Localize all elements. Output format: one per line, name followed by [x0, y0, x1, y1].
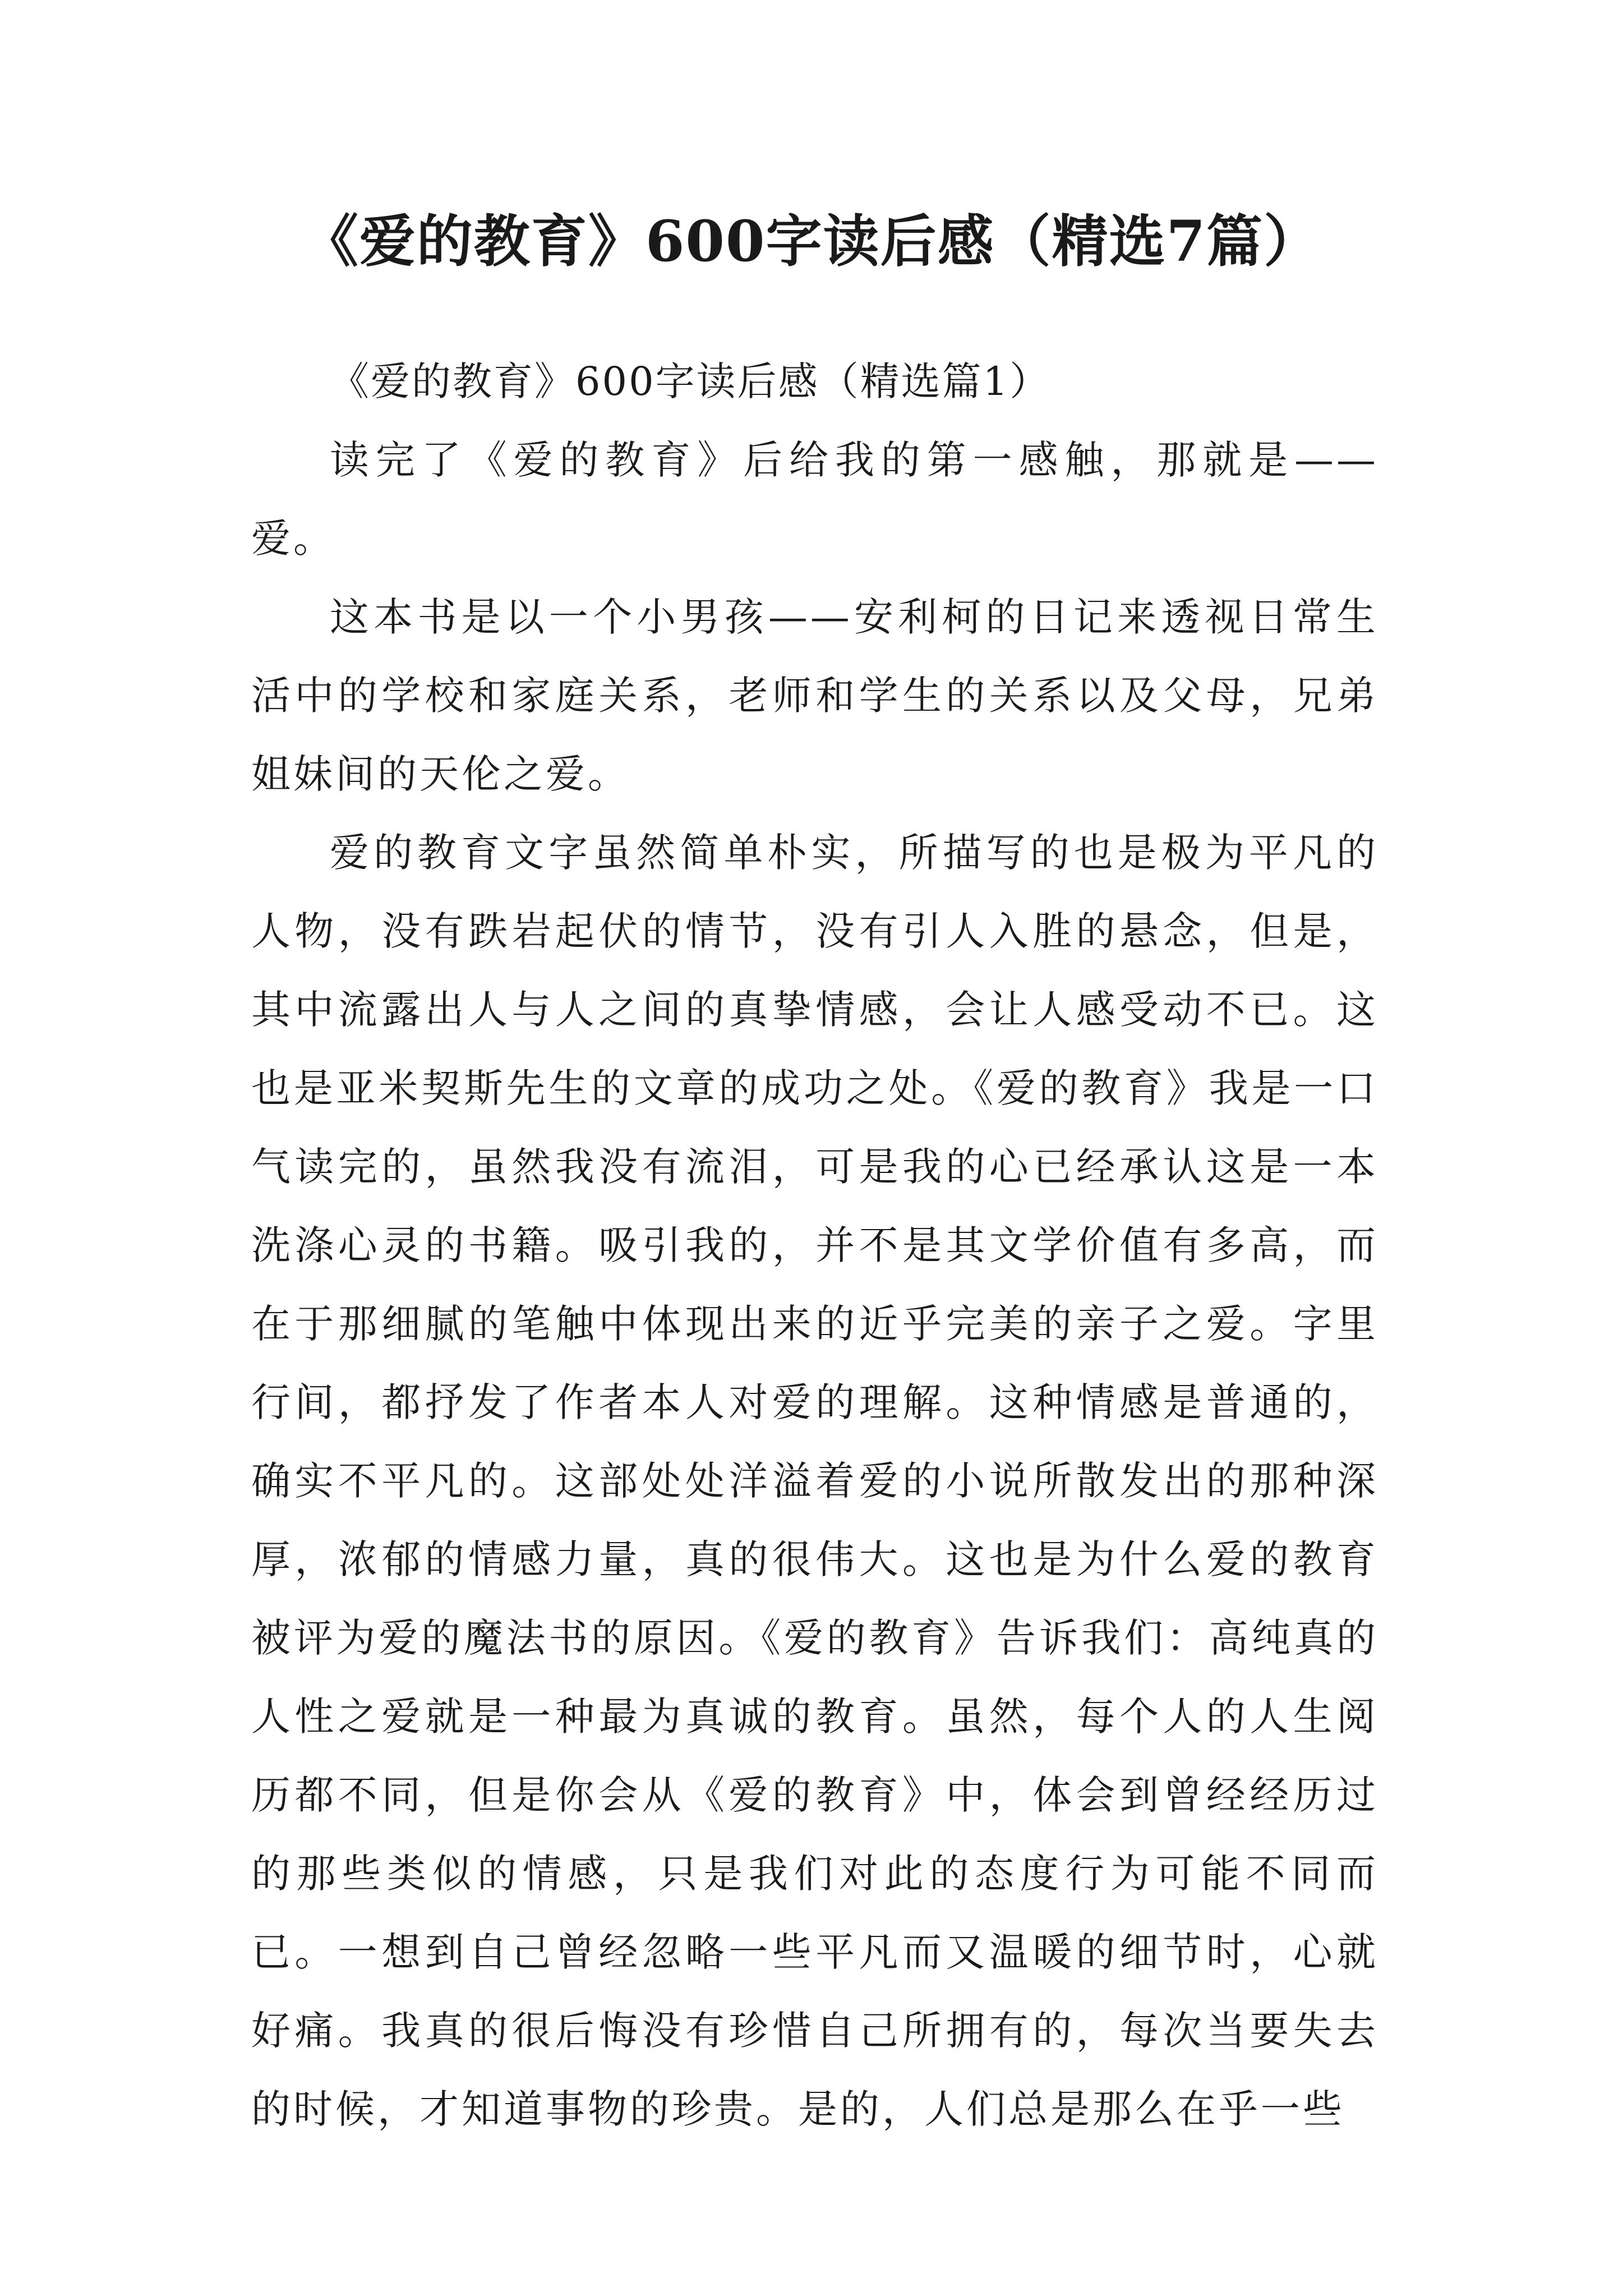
- document-title: 《爱的教育》600字读后感（精选7篇）: [302, 208, 1321, 274]
- paragraph-1: 读完了《爱的教育》后给我的第一感触，那就是——爱。: [251, 437, 1378, 562]
- section-heading: 《爱的教育》600字读后感（精选篇1）: [330, 358, 1051, 404]
- paragraph-2: 这本书是以一个小男孩——安利柯的日记来透视日常生活中的学校和家庭关系，老师和学生的关系以及父母，兄弟姐妹间的天伦之爱。: [251, 594, 1378, 797]
- document-body: [251, 342, 1378, 2148]
- paragraph-3: 爱的教育文字虽然简单朴实，所描写的也是极为平凡的人物，没有跌岩起伏的情节，没有引人入胜的悬念，但是，其中流露出人与人之间的真挚情感，会让人感受动不已。这也是亚米契斯先生的文章的成功之处。《爱的教育》我是一口气读完的，虽然我没有流泪，可是我的心已经承认这是一本洗涤心灵的书籍。吸引我的，并不是其文学价值有多高，而在于那细腻的笔触中体现出来的近乎完美的亲子之爱。字里行间，都抒发了作者本人对爱的理解。这种情感是普通的，确实不平凡的。这部处处洋溢着爱的小说所散发出的那种深厚，浓郁的情感力量，真的很伟大。这也是为什么爱的教育被评为爱的魔法书的原因。《爱的教育》告诉我们：高纯真的人性之爱就是一种最为真诚的教育。虽然，每个人的人生阅历都不同，但是你会从《爱的教育》中，体会到曾经经历过的那些类似的情感，只是我们对此的态度行为可能不同而已。一想到自己曾经忽略一些平凡而又温暖的细节时，心就好痛。我真的很后悔没有珍惜自己所拥有的，每次当要失去的时候，才知道事物的珍贵。是的，人们总是那么在乎一些: [251, 830, 1378, 2132]
